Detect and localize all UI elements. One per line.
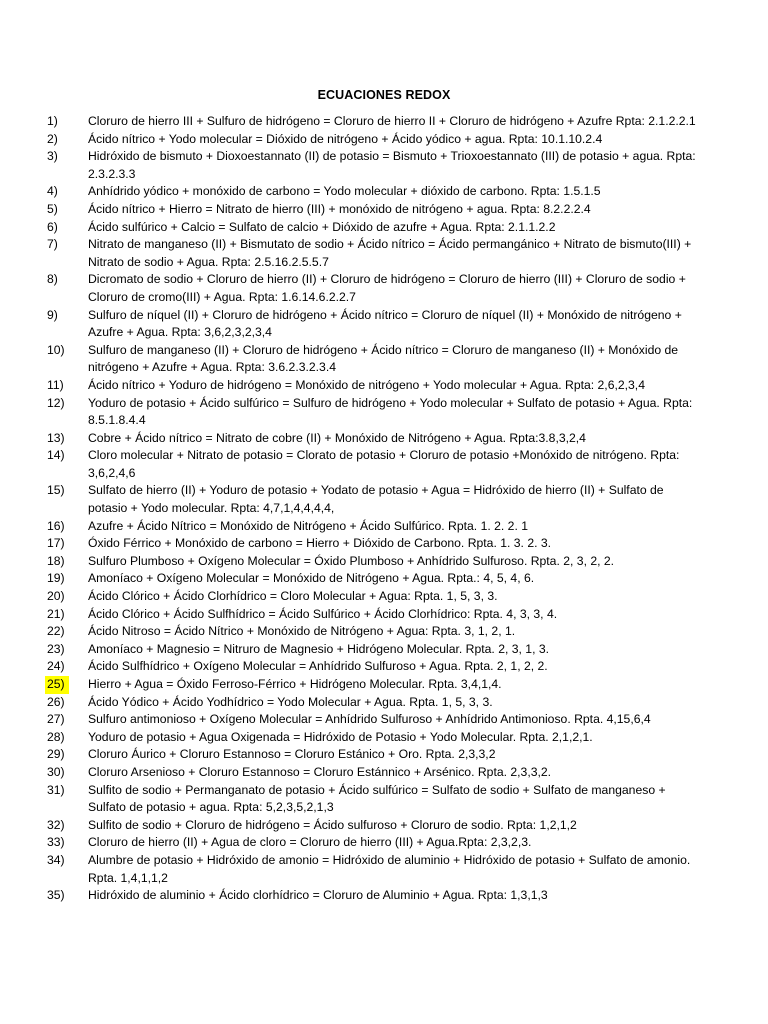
list-item xyxy=(0,148,768,183)
list-item xyxy=(0,834,768,852)
equation-list xyxy=(0,113,768,905)
list-item xyxy=(0,852,768,887)
equation-text: Sulfuro de níquel (II) + Cloruro de hidrógeno + Ácido nítrico = Cloruro de níquel (II) + Monóxido de nitrógeno + Azufre + Agua. Rpta: 3,6,2,3,2,3,4 xyxy=(88,307,682,340)
list-item xyxy=(0,553,768,571)
equation-text: Amoníaco + Magnesio = Nitruro de Magnesio + Hidrógeno Molecular. Rpta. 2, 3, 1, 3. xyxy=(88,641,550,656)
document-title: ECUACIONES REDOX xyxy=(317,88,451,102)
equation-text: Ácido Clórico + Ácido Sulfhídrico = Ácido Sulfúrico + Ácido Clorhídrico: Rpta. 4, 3, 3, 4. xyxy=(88,606,558,621)
list-item xyxy=(0,183,768,201)
item-number: 33) xyxy=(47,835,65,850)
list-item xyxy=(0,113,768,131)
list-item xyxy=(0,342,768,377)
equation-text: Yoduro de potasio + Agua Oxigenada = Hidróxido de Potasio + Yodo Molecular. Rpta. 2,1,2,1. xyxy=(88,729,593,744)
item-number: 1) xyxy=(47,114,58,128)
equation-text: Ácido Nitroso = Ácido Nítrico + Monóxido de Nitrógeno + Agua: Rpta. 3, 1, 2, 1. xyxy=(88,624,516,639)
list-item xyxy=(0,535,768,553)
item-number: 30) xyxy=(47,764,65,779)
equation-text: Sulfuro Plumboso + Oxígeno Molecular = Óxido Plumboso + Anhídrido Sulfuroso. Rpta. 2, 3, 2, 2. xyxy=(88,553,615,568)
equation-text: Alumbre de potasio + Hidróxido de amonio = Hidróxido de aluminio + Hidróxido de potasio + Sulfato de amonio. Rpta. 1,4,1,1,2 xyxy=(88,852,691,885)
item-number: 29) xyxy=(47,747,65,762)
list-item xyxy=(0,430,768,448)
equation-text: Cloruro de hierro III + Sulfuro de hidrógeno = Cloruro de hierro II + Cloruro de hidrógeno + Azufre Rpta: 2.1.2.2.1 xyxy=(88,114,696,128)
equation-text: Sulfato de hierro (II) + Yoduro de potasio + Yodato de potasio + Agua = Hidróxido de hierro (II) + Sulfato de potasio + Yodo molecular. Rpta: 4,7,1,4,4,4,4, xyxy=(88,483,664,516)
list-item xyxy=(0,482,768,517)
item-number: 17) xyxy=(47,536,65,551)
equation-text: Sulfuro antimonioso + Oxígeno Molecular = Anhídrido Sulfuroso + Anhídrido Antimonioso. Rpta. 4,15,6,4 xyxy=(88,712,651,727)
equation-text: Amoníaco + Oxígeno Molecular = Monóxido de Nitrógeno + Agua. Rpta.: 4, 5, 4, 6. xyxy=(88,571,535,586)
equation-text: Sulfuro de manganeso (II) + Cloruro de hidrógeno + Ácido nítrico = Cloruro de manganeso (II) + Monóxido de nitrógeno + Azufre + Agua. Rpta: 3.6.2.3.2.3.4 xyxy=(88,342,679,375)
item-number: 9) xyxy=(47,307,58,322)
item-number: 15) xyxy=(47,483,65,498)
equation-text: Ácido nítrico + Yoduro de hidrógeno = Monóxido de nitrógeno + Yodo molecular + Agua. Rpta: 2,6,2,3,4 xyxy=(88,377,645,392)
equation-text: Anhídrido yódico + monóxido de carbono = Yodo molecular + dióxido de carbono. Rpta: 1.5.1.5 xyxy=(88,184,601,199)
item-number: 27) xyxy=(47,712,65,727)
item-number: 18) xyxy=(47,553,65,568)
item-number: 26) xyxy=(47,694,65,709)
item-number-highlighted: 25) xyxy=(45,676,69,694)
item-number: 7) xyxy=(47,237,58,252)
list-item xyxy=(0,518,768,536)
item-number: 31) xyxy=(47,782,65,797)
list-item xyxy=(0,694,768,712)
item-number: 23) xyxy=(47,641,65,656)
item-number: 21) xyxy=(47,606,65,621)
list-item xyxy=(0,764,768,782)
item-number: 3) xyxy=(47,149,58,164)
list-item xyxy=(0,817,768,835)
item-number: 5) xyxy=(47,201,58,216)
item-number: 28) xyxy=(47,729,65,744)
list-item xyxy=(0,447,768,482)
list-item xyxy=(0,746,768,764)
equation-text: Ácido Sulfhídrico + Oxígeno Molecular = Anhídrido Sulfuroso + Agua. Rpta. 2, 1, 2, 2. xyxy=(88,659,548,674)
list-item xyxy=(0,641,768,659)
item-number: 34) xyxy=(47,852,65,867)
list-item xyxy=(0,131,768,149)
equation-text: Ácido nítrico + Hierro = Nitrato de hierro (III) + monóxido de nitrógeno + agua. Rpta: 8.2.2.2.4 xyxy=(88,201,591,216)
item-number: 6) xyxy=(47,219,58,234)
list-item xyxy=(0,307,768,342)
item-number: 8) xyxy=(47,272,58,287)
equation-text: Yoduro de potasio + Ácido sulfúrico = Sulfuro de hidrógeno + Yodo molecular + Sulfato de potasio + Agua. Rpta: 8.5.1.8.4.4 xyxy=(88,395,693,428)
list-item xyxy=(0,887,768,905)
item-number: 14) xyxy=(47,448,65,463)
list-item xyxy=(0,676,768,694)
item-number: 35) xyxy=(47,888,65,903)
equation-text: Hidróxido de aluminio + Ácido clorhídrico = Cloruro de Aluminio + Agua. Rpta: 1,3,1,3 xyxy=(88,888,548,903)
item-number: 24) xyxy=(47,659,65,674)
list-item xyxy=(0,271,768,306)
item-number: 16) xyxy=(47,518,65,533)
equation-text: Cloruro Áurico + Cloruro Estannoso = Cloruro Estánico + Oro. Rpta. 2,3,3,2 xyxy=(88,747,496,762)
equation-text: Óxido Férrico + Monóxido de carbono = Hierro + Dióxido de Carbono. Rpta. 1. 3. 2. 3. xyxy=(88,536,552,551)
equation-text: Cloruro Arsenioso + Cloruro Estannoso = Cloruro Estánnico + Arsénico. Rpta. 2,3,3,2. xyxy=(88,764,552,779)
item-number: 13) xyxy=(47,430,65,445)
item-number: 2) xyxy=(47,131,58,146)
equation-text: Cloruro de hierro (II) + Agua de cloro = Cloruro de hierro (III) + Agua.Rpta: 2,3,2,3. xyxy=(88,835,532,850)
list-item xyxy=(0,219,768,237)
list-item xyxy=(0,711,768,729)
list-item xyxy=(0,658,768,676)
equation-text: Hidróxido de bismuto + Dioxoestannato (II) de potasio = Bismuto + Trioxoestannato (III) de potasio + agua. Rpta: 2.3.2.3.3 xyxy=(88,149,696,181)
equation-text: Sulfito de sodio + Permanganato de potasio + Ácido sulfúrico = Sulfato de sodio + Sulfato de manganeso + Sulfato de potasio + agua. Rpta: 5,2,3,5,2,1,3 xyxy=(88,782,666,815)
equation-text: Ácido sulfúrico + Calcio = Sulfato de calcio + Dióxido de azufre + Agua. Rpta: 2.1.1.2.2 xyxy=(88,219,556,234)
item-number: 10) xyxy=(47,342,65,357)
list-item xyxy=(0,588,768,606)
item-number: 22) xyxy=(47,624,65,639)
equation-text: Azufre + Ácido Nítrico = Monóxido de Nitrógeno + Ácido Sulfúrico. Rpta. 1. 2. 2. 1 xyxy=(88,518,528,533)
item-number: 20) xyxy=(47,589,65,604)
item-number: 12) xyxy=(47,395,65,410)
list-item xyxy=(0,729,768,747)
list-item xyxy=(0,377,768,395)
list-item xyxy=(0,606,768,624)
list-item xyxy=(0,395,768,430)
equation-text: Ácido Yódico + Ácido Yodhídrico = Yodo Molecular + Agua. Rpta. 1, 5, 3, 3. xyxy=(88,694,493,709)
equation-text: Cloro molecular + Nitrato de potasio = Clorato de potasio + Cloruro de potasio +Monóxido de nitrógeno. Rpta: 3,6,2,4,6 xyxy=(88,448,680,480)
equation-text: Ácido nítrico + Yodo molecular = Dióxido de nitrógeno + Ácido yódico + agua. Rpta: 10.1.10.2.4 xyxy=(88,131,603,146)
list-item xyxy=(0,201,768,219)
equation-text: Ácido Clórico + Ácido Clorhídrico = Cloro Molecular + Agua: Rpta. 1, 5, 3, 3. xyxy=(88,589,498,604)
equation-text: Sulfito de sodio + Cloruro de hidrógeno = Ácido sulfuroso + Cloruro de sodio. Rpta: 1,2,1,2 xyxy=(88,817,577,832)
equation-text: Cobre + Ácido nítrico = Nitrato de cobre (II) + Monóxido de Nitrógeno + Agua. Rpta:3.8,3,2,4 xyxy=(88,430,586,445)
equation-text: Nitrato de manganeso (II) + Bismutato de sodio + Ácido nítrico = Ácido permangánico + Nitrato de bismuto(III) + Nitrato de sodio + Agua. Rpta: 2.5.16.2.5.5.7 xyxy=(88,237,692,269)
equation-text: Dicromato de sodio + Cloruro de hierro (II) + Cloruro de hidrógeno = Cloruro de hierro (III) + Cloruro de sodio + Cloruro de cromo(III) + Agua. Rpta: 1.6.14.6.2.2.7 xyxy=(88,272,686,304)
equation-text: Hierro + Agua = Óxido Ferroso-Férrico + Hidrógeno Molecular. Rpta. 3,4,1,4. xyxy=(88,677,502,691)
item-number: 19) xyxy=(47,571,65,586)
list-item xyxy=(0,236,768,271)
item-number: 32) xyxy=(47,817,65,832)
list-item xyxy=(0,570,768,588)
item-number: 11) xyxy=(47,377,64,392)
list-item xyxy=(0,782,768,817)
list-item xyxy=(0,623,768,641)
item-number: 4) xyxy=(47,184,58,199)
